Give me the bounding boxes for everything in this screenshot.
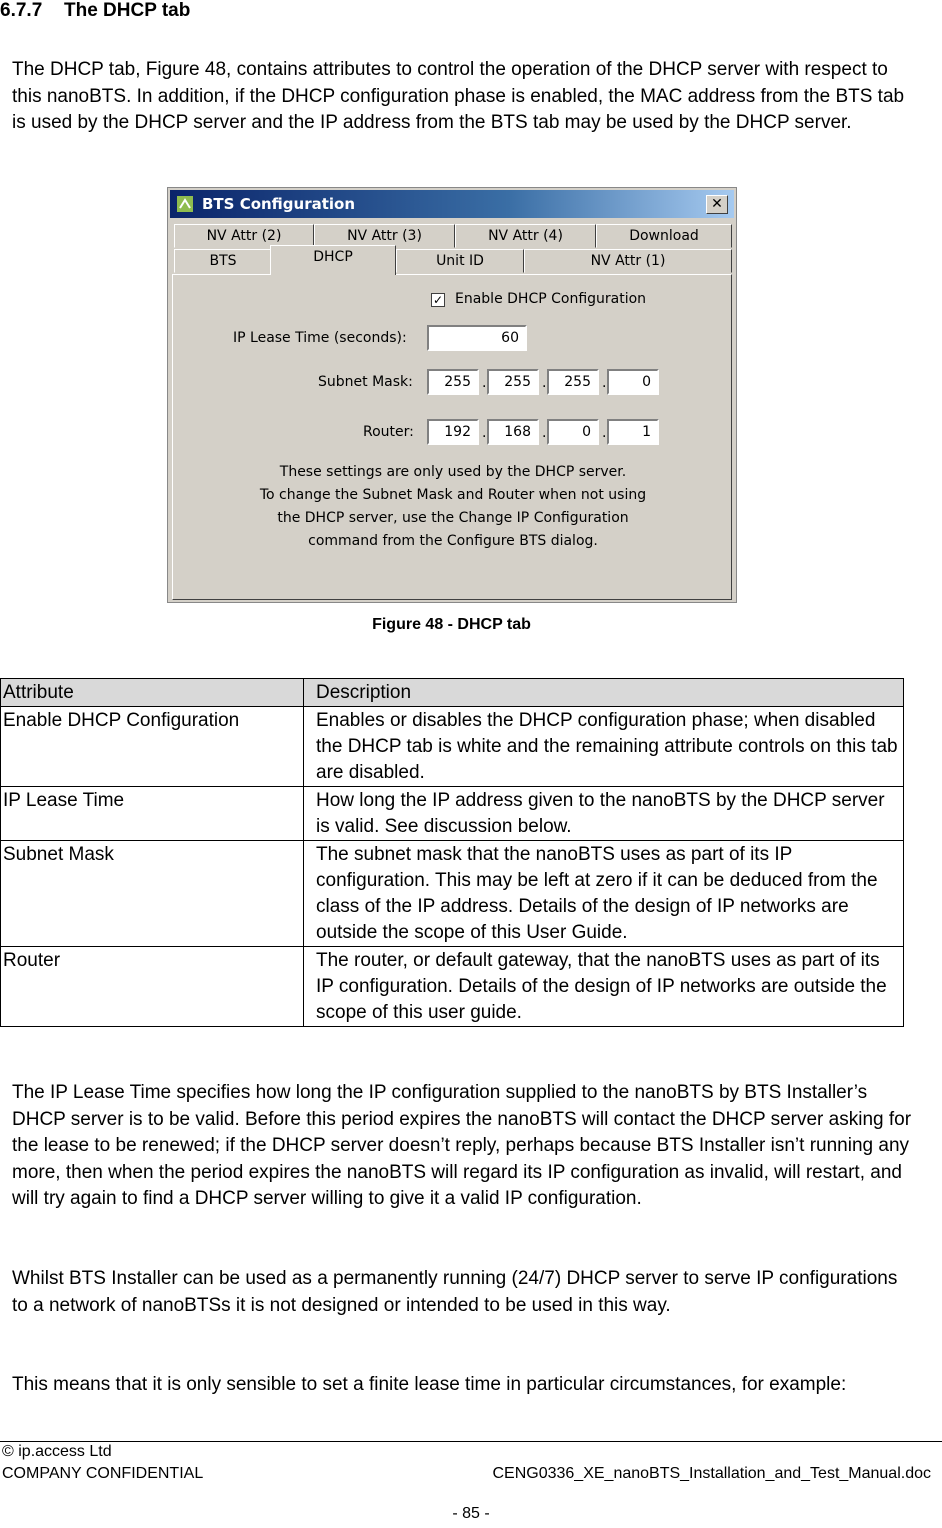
enable-dhcp-label: Enable DHCP Configuration: [455, 291, 647, 307]
tab-nv-attr-2[interactable]: NV Attr (2): [174, 224, 314, 248]
close-icon: ✕: [711, 196, 723, 212]
section-number: 6.7.7: [0, 0, 43, 21]
finite-lease-paragraph: This means that it is only sensible to set a finite lease time in particular circumstances, for example:: [12, 1374, 847, 1395]
attribute-cell: Router: [1, 947, 304, 1027]
description-cell: The subnet mask that the nanoBTS uses as part of its IP configuration. This may be left at zero if it can be deduced from the class of the IP address. Details of the design of IP networks are outside the scope of this User Guide.: [304, 841, 904, 947]
table-row: [1, 947, 904, 1027]
lease-time-paragraph: The IP Lease Time specifies how long the IP configuration supplied to the nanoBTS by BTS Installer’s DHCP server is to be valid. Before this period expires the nanoBTS will contact the DHCP server asking for the lease to be renewed; if the DHCP server doesn’t reply, perhaps because BTS Installer isn’t running any more, then when the period expires the nanoBTS will regard its IP configuration as invalid, will restart, and will try again to find a DHCP server willing to give it a valid IP configuration.: [12, 1082, 912, 1209]
tab-dhcp[interactable]: DHCP: [270, 245, 396, 275]
subnet-dot-2: .: [542, 375, 547, 391]
subnet-octet-2[interactable]: 255: [487, 369, 539, 395]
description-cell: The router, or default gateway, that the nanoBTS uses as part of its IP configuration. Details of the design of IP networks are outside the scope of this user guide.: [304, 947, 904, 1027]
bts-configuration-dialog: [167, 187, 737, 603]
description-cell: How long the IP address given to the nanoBTS by the DHCP server is valid. See discussion below.: [304, 787, 904, 841]
router-octet-2[interactable]: 168: [487, 419, 539, 445]
tab-nv-attr-4[interactable]: NV Attr (4): [455, 224, 596, 248]
tab-bts[interactable]: BTS: [174, 249, 272, 273]
dhcp-panel: [172, 274, 732, 600]
tab-nv-attr-1[interactable]: NV Attr (1): [524, 249, 732, 273]
app-icon: [176, 195, 194, 213]
footer-divider: [0, 1441, 942, 1442]
table-row: [1, 787, 904, 841]
tab-nv-attr-3[interactable]: NV Attr (3): [314, 224, 455, 248]
router-octet-1[interactable]: 192: [427, 419, 479, 445]
router-octet-3[interactable]: 0: [547, 419, 599, 445]
permanent-server-paragraph: Whilst BTS Installer can be used as a permanently running (24/7) DHCP server to serve IP configurations to a network of nanoBTSs it is not designed or intended to be used in this way.: [12, 1268, 898, 1316]
table-row: [1, 841, 904, 947]
table-row: [1, 707, 904, 787]
tab-unit-id[interactable]: Unit ID: [396, 249, 524, 273]
dhcp-note: [213, 461, 693, 553]
section-heading: [0, 0, 190, 22]
attribute-table: [0, 678, 904, 1027]
router-dot-3: .: [602, 425, 607, 441]
dialog-title: BTS Configuration: [202, 195, 356, 213]
router-label: Router:: [363, 424, 414, 440]
section-title: The DHCP tab: [64, 0, 191, 21]
footer-confidential: COMPANY CONFIDENTIAL: [2, 1465, 204, 1482]
intro-paragraph: The DHCP tab, Figure 48, contains attributes to control the operation of the DHCP server with respect to this nanoBTS. In addition, if the DHCP configuration phase is enabled, the MAC address from the BTS tab is used by the DHCP server and the IP address from the BTS tab may be used by the DHCP server.: [12, 59, 905, 133]
subnet-octet-1[interactable]: 255: [427, 369, 479, 395]
figure-caption: Figure 48 - DHCP tab: [372, 616, 531, 633]
router-dot-1: .: [482, 425, 487, 441]
subnet-octet-3[interactable]: 255: [547, 369, 599, 395]
close-button[interactable]: [706, 195, 728, 214]
description-cell: Enables or disables the DHCP configuration phase; when disabled the DHCP tab is white and the remaining attribute controls on this tab are disabled.: [304, 707, 904, 787]
page-number: - 85 -: [452, 1505, 490, 1522]
attribute-cell: IP Lease Time: [1, 787, 304, 841]
router-dot-2: .: [542, 425, 547, 441]
lease-time-label: IP Lease Time (seconds):: [233, 330, 407, 346]
note-line-4: command from the Configure BTS dialog.: [308, 533, 598, 549]
table-header-row: [1, 679, 904, 707]
header-description: Description: [304, 679, 904, 707]
title-bar: [170, 190, 734, 218]
note-line-2: To change the Subnet Mask and Router when not using: [259, 487, 647, 503]
subnet-mask-label: Subnet Mask:: [318, 374, 413, 390]
attribute-cell: Enable DHCP Configuration: [1, 707, 304, 787]
lease-time-input[interactable]: 60: [427, 325, 527, 351]
subnet-octet-4[interactable]: 0: [607, 369, 659, 395]
subnet-dot-1: .: [482, 375, 487, 391]
footer-doc-name: CENG0336_XE_nanoBTS_Installation_and_Test_Manual.doc: [492, 1465, 931, 1482]
note-line-1: These settings are only used by the DHCP server.: [279, 464, 627, 480]
subnet-dot-3: .: [602, 375, 607, 391]
enable-dhcp-checkbox[interactable]: [431, 293, 445, 307]
note-line-3: the DHCP server, use the Change IP Configuration: [277, 510, 629, 526]
header-attribute: Attribute: [1, 679, 304, 707]
footer-copyright: © ip.access Ltd: [2, 1443, 112, 1460]
checkmark-icon: ✓: [432, 293, 444, 307]
tab-download[interactable]: Download: [596, 224, 732, 248]
attribute-cell: Subnet Mask: [1, 841, 304, 947]
router-octet-4[interactable]: 1: [607, 419, 659, 445]
